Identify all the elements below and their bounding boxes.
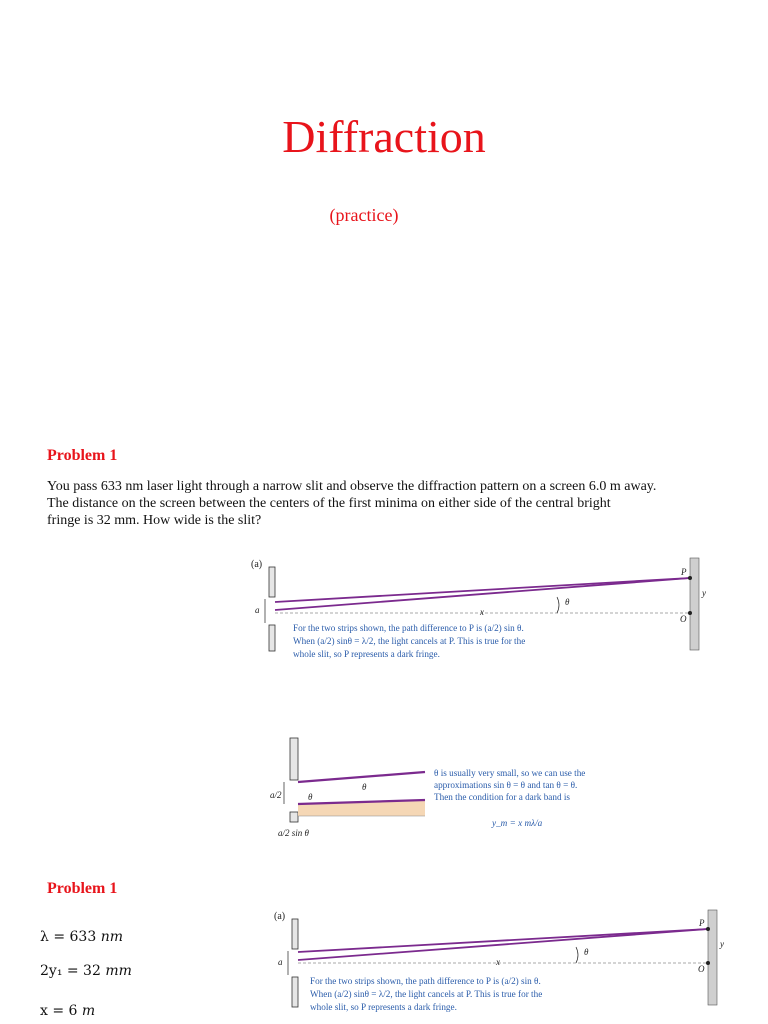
slit-lower-barrier	[290, 812, 298, 822]
y-label: y	[720, 939, 724, 949]
point-P-label: P	[699, 918, 705, 928]
caption-line: For the two strips shown, the path difference to P is (a/2) sin θ.	[293, 623, 524, 633]
page-title: Diffraction	[282, 111, 486, 162]
given-distance: x = 6 m	[40, 1003, 96, 1019]
distance-label: x	[480, 607, 484, 617]
angle-label: θ	[565, 597, 570, 607]
slit-width-label: a	[278, 957, 283, 967]
y-label: y	[702, 588, 706, 598]
slit-width-label: a	[255, 605, 260, 615]
distance-label: x	[496, 957, 500, 967]
note-line: θ is usually very small, so we can use the	[434, 768, 586, 778]
half-width-label: a/2	[270, 790, 282, 800]
note-line: approximations sin θ = θ and tan θ = θ.	[434, 780, 578, 790]
problem-line: The distance on the screen between the centers of the first minima on either side of the central bright	[47, 496, 611, 511]
angle-label: θ	[584, 947, 589, 957]
dark-band-formula: y_m = x mλ/a	[492, 818, 543, 828]
note-line: Then the condition for a dark band is	[434, 792, 570, 802]
problem-heading: Problem 1	[47, 447, 118, 464]
ray-upper	[275, 578, 690, 602]
path-difference-label: a/2 sin θ	[278, 828, 309, 838]
page-subtitle: (practice)	[329, 205, 399, 225]
screen	[690, 558, 699, 650]
given-fringe-width: 2y₁ = 32 mm	[40, 963, 132, 979]
slit-upper-barrier	[269, 567, 275, 597]
slit-lower-barrier	[269, 625, 275, 651]
problem-statement	[47, 478, 707, 529]
caption-line: When (a/2) sinθ = λ/2, the light cancels at P. This is true for the	[293, 636, 526, 646]
point-O-label: O	[698, 964, 705, 974]
caption-line: whole slit, so P represents a dark fringe.	[293, 649, 440, 659]
single-slit-diagram-repeat	[268, 907, 728, 1024]
caption-line: whole slit, so P represents a dark fringe.	[310, 1002, 457, 1012]
slit-upper-barrier	[290, 738, 298, 780]
point-P-label: P	[681, 567, 687, 577]
problem-line: fringe is 32 mm. How wide is the slit?	[47, 513, 262, 528]
angle-label: θ	[362, 782, 367, 792]
path-difference-diagram	[270, 738, 610, 848]
panel-label: (a)	[251, 559, 263, 570]
single-slit-diagram	[245, 555, 705, 680]
angle-label-small: θ	[308, 792, 313, 802]
problem-line: You pass 633 nm laser light through a narrow slit and observe the diffraction pattern on a screen 6.0 m away.	[47, 479, 657, 494]
panel-label: (a)	[274, 911, 286, 922]
caption-line: For the two strips shown, the path difference to P is (a/2) sin θ.	[310, 976, 541, 986]
point-O-label: O	[680, 614, 687, 624]
problem-heading-repeat: Problem 1	[47, 880, 118, 897]
caption-line: When (a/2) sinθ = λ/2, the light cancels at P. This is true for the	[310, 989, 543, 999]
given-wavelength: λ = 633 nm	[40, 929, 123, 945]
ray-lower	[275, 578, 690, 610]
